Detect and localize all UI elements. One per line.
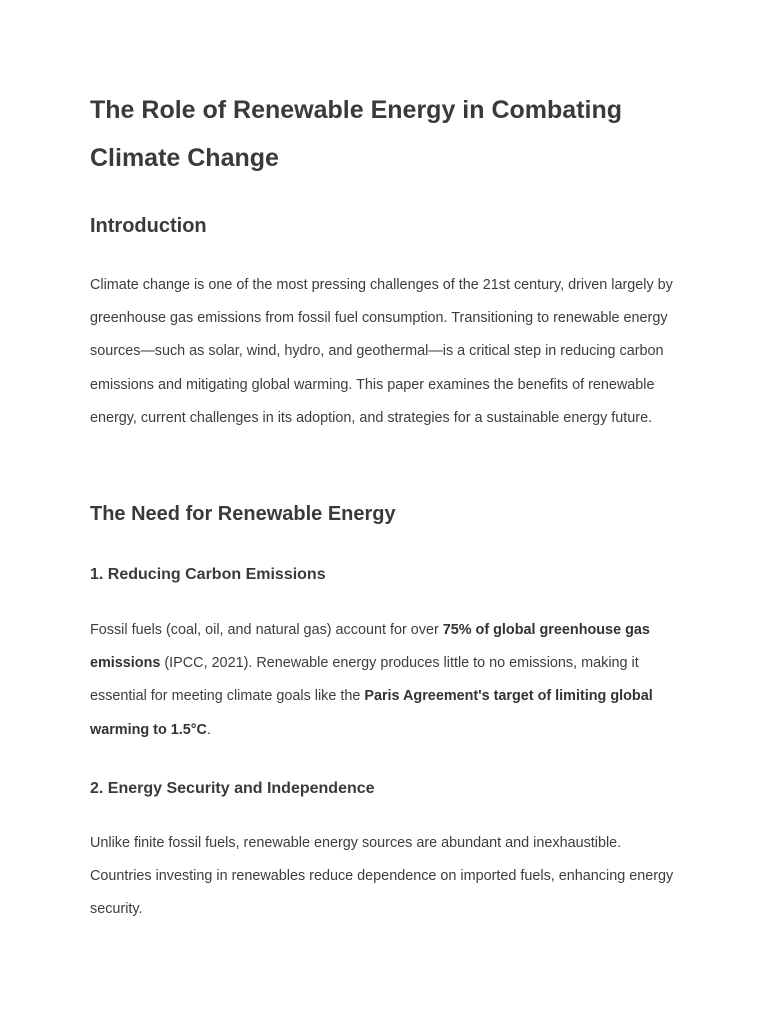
subheading-energy-security: 2. Energy Security and Independence [90, 780, 375, 797]
section-heading-introduction: Introduction [90, 215, 207, 237]
emphasis-paris-agreement: Paris Agreement's target of limiting global warming to 1.5°C [90, 688, 653, 738]
subheading-reducing-carbon-emissions: 1. Reducing Carbon Emissions [90, 566, 326, 583]
paragraph-text: . [206, 721, 211, 738]
energy-security-paragraph: Unlike finite fossil fuels, renewable energy sources are abundant and inexhaustible. Countries investing in renewables reduce dependence on imported fuels, enhancing energy security. [90, 835, 674, 918]
document-title: The Role of Renewable Energy in Combating Climate Change [90, 96, 623, 172]
reducing-carbon-emissions-paragraph [90, 614, 682, 747]
section-heading-need-for-renewable-energy: The Need for Renewable Energy [90, 503, 396, 525]
paragraph-text: (IPCC, 2021). Renewable energy produces little to no emissions, making it essential for meeting climate goals like the [90, 655, 639, 705]
paragraph-text: Fossil fuels (coal, oil, and natural gas) account for over [90, 622, 443, 638]
emphasis-emissions-share: 75% of global greenhouse gas emissions [90, 622, 650, 672]
introduction-paragraph: Climate change is one of the most pressing challenges of the 21st century, driven largely by greenhouse gas emissions from fossil fuel consumption. Transitioning to renewable energy sources—such as solar, wind, hydro, and geothermal—is a critical step in reducing carbon emissions and mitigating global warming. This paper examines the benefits of renewable energy, current challenges in its adoption, and strategies for a sustainable energy future. [90, 277, 673, 426]
